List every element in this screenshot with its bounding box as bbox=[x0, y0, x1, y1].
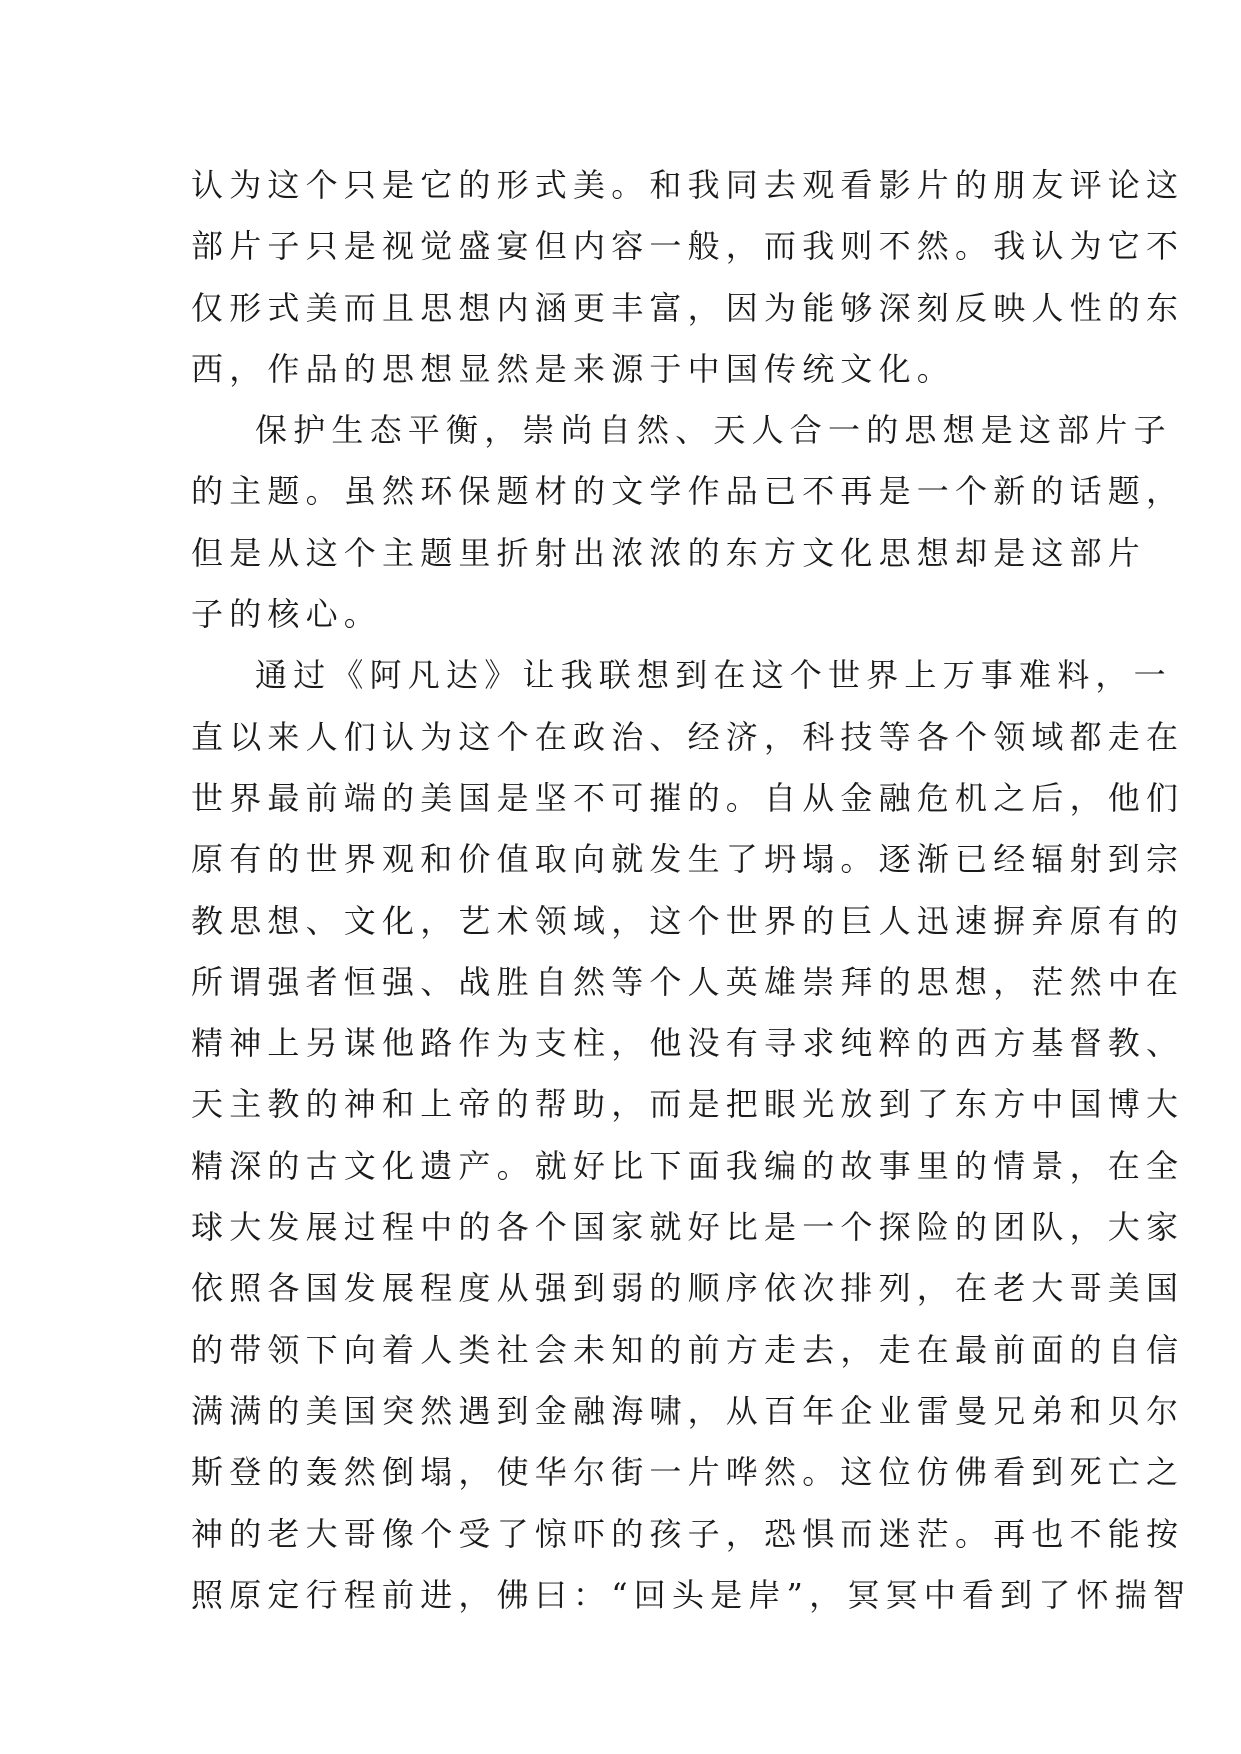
body-text bbox=[191, 155, 1192, 1626]
text-line: 神的老大哥像个受了惊吓的孩子，恐惧而迷茫。再也不能按 bbox=[191, 1514, 1185, 1553]
text-line: 子的核心。 bbox=[191, 595, 383, 634]
text-line: 球大发展过程中的各个国家就好比是一个探险的团队，大家 bbox=[191, 1208, 1185, 1247]
text-line: 斯登的轰然倒塌，使华尔街一片哗然。这位仿佛看到死亡之 bbox=[191, 1453, 1185, 1492]
text-line: 但是从这个主题里折射出浓浓的东方文化思想却是这部片 bbox=[191, 533, 1147, 572]
text-line: 所谓强者恒强、战胜自然等个人英雄崇拜的思想，茫然中在 bbox=[191, 962, 1185, 1001]
text-line: 直以来人们认为这个在政治、经济，科技等各个领域都走在 bbox=[191, 717, 1185, 756]
paragraph-first-line: 保护生态平衡，崇尚自然、天人合一的思想是这部片子 bbox=[255, 411, 1172, 450]
text-line: 天主教的神和上帝的帮助，而是把眼光放到了东方中国博大 bbox=[191, 1085, 1185, 1124]
text-line: 精神上另谋他路作为支柱，他没有寻求纯粹的西方基督教、 bbox=[191, 1024, 1185, 1063]
text-line: 精深的古文化遗产。就好比下面我编的故事里的情景，在全 bbox=[191, 1146, 1185, 1185]
text-line: 部片子只是视觉盛宴但内容一般，而我则不然。我认为它不 bbox=[191, 227, 1185, 266]
text-line: 的主题。虽然环保题材的文学作品已不再是一个新的话题， bbox=[191, 472, 1185, 511]
text-line: 世界最前端的美国是坚不可摧的。自从金融危机之后，他们 bbox=[191, 778, 1185, 817]
text-line: 照原定行程前进，佛曰：“回头是岸”，冥冥中看到了怀揣智 bbox=[191, 1575, 1192, 1614]
text-line: 西，作品的思想显然是来源于中国传统文化。 bbox=[191, 349, 956, 388]
text-line: 依照各国发展程度从强到弱的顺序依次排列，在老大哥美国 bbox=[191, 1269, 1185, 1308]
text-line: 仅形式美而且思想内涵更丰富，因为能够深刻反映人性的东 bbox=[191, 288, 1185, 327]
text-line: 教思想、文化，艺术领域，这个世界的巨人迅速摒弃原有的 bbox=[191, 901, 1185, 940]
text-line: 的带领下向着人类社会未知的前方走去，走在最前面的自信 bbox=[191, 1330, 1185, 1369]
text-line: 认为这个只是它的形式美。和我同去观看影片的朋友评论这 bbox=[191, 166, 1185, 204]
paragraph-first-line: 通过《阿凡达》让我联想到在这个世界上万事难料，一 bbox=[255, 656, 1172, 695]
text-line: 满满的美国突然遇到金融海啸，从百年企业雷曼兄弟和贝尔 bbox=[191, 1391, 1185, 1430]
text-line: 原有的世界观和价值取向就发生了坍塌。逐渐已经辐射到宗 bbox=[191, 840, 1185, 879]
